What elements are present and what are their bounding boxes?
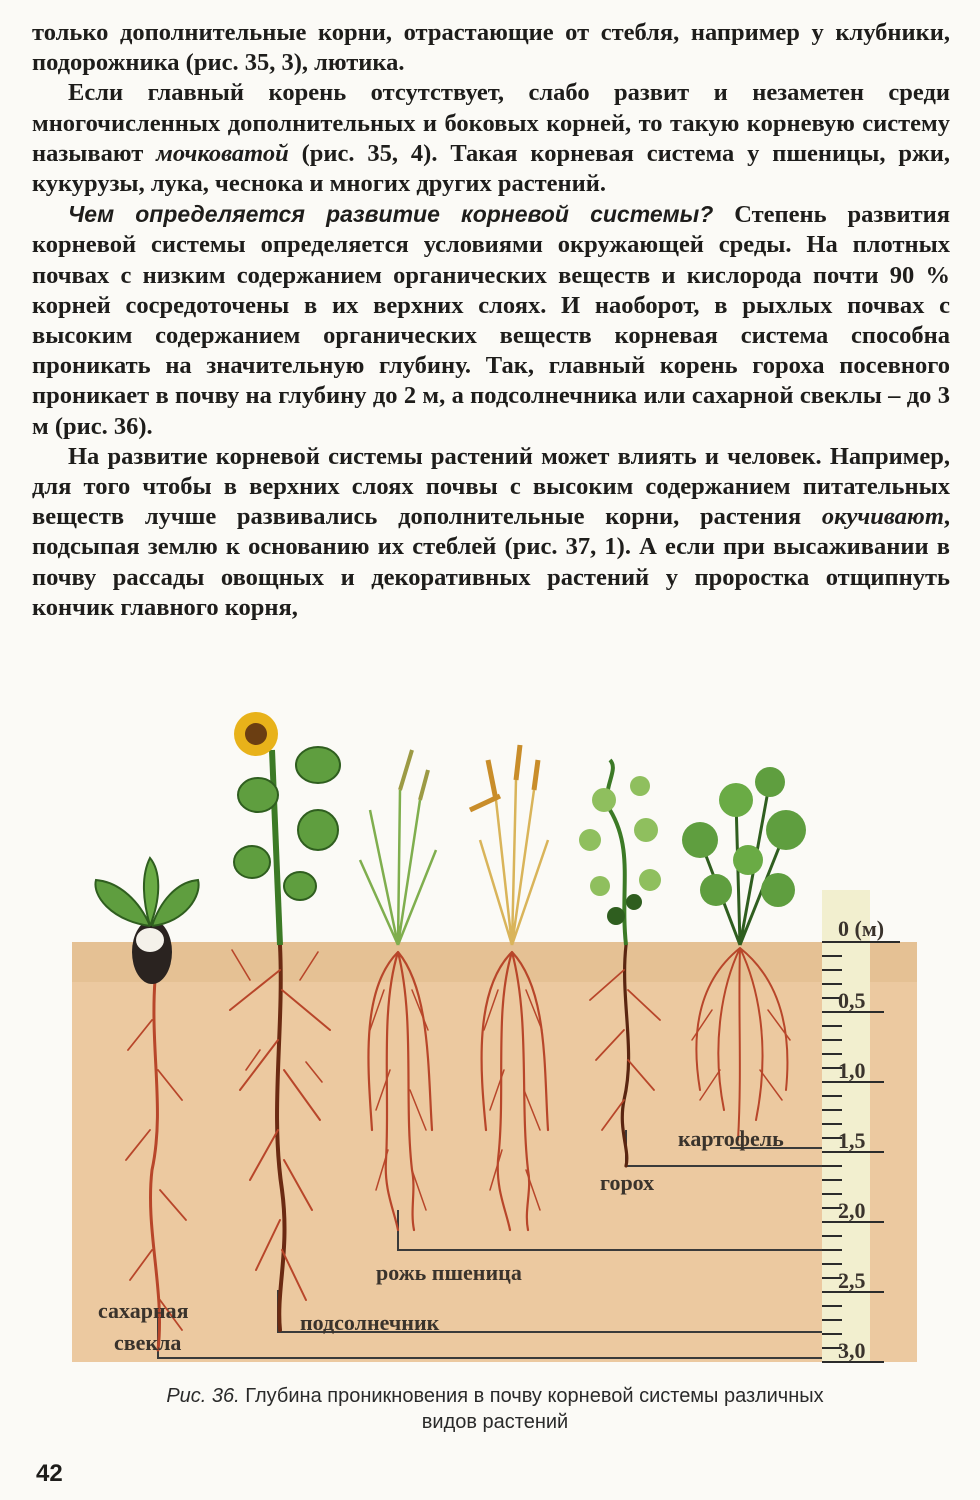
- scale-label-2-0: 2,0: [838, 1198, 866, 1223]
- section-question: Чем определяется развитие корневой системы?: [68, 201, 714, 228]
- term-mochkovatoy: мочковатой: [156, 139, 289, 167]
- scale-label-3-0: 3,0: [838, 1338, 866, 1363]
- paragraph-3-text: Степень развития корневой системы определяется условиями окружающей среды. На плотных почвах с низким содержанием органических веществ и кислорода почти 90 % корней сосредоточены в их верхних слоях. И наоборот, в рыхлых почвах с высоким содержанием органических веществ корневая система способна проникать на значительную глубину. Так, главный корень гороха посевного проникает в почву на глубину до 2 м, а подсолнечника или сахарной свеклы – до 3 м (рис. 36).: [32, 201, 950, 440]
- rye-plant: [360, 750, 436, 945]
- label-potato: картофель: [678, 1126, 784, 1151]
- scale-label-1-5: 1,5: [838, 1128, 866, 1153]
- soil-area: [72, 942, 917, 1362]
- pea-plant: [579, 760, 661, 945]
- label-sugar-beet-2: свекла: [114, 1330, 182, 1355]
- label-pea: горох: [600, 1170, 655, 1195]
- root-depth-illustration: [0, 690, 980, 1380]
- scale-label-2-5: 2,5: [838, 1268, 866, 1293]
- paragraph-2-text-b: (рис. 35, 4). Такая корневая система у пшеницы, ржи, кукурузы, лука, чеснока и многих других растений.: [32, 139, 951, 198]
- page-number: 42: [36, 1460, 63, 1487]
- term-okuchivayut: окучивают: [821, 503, 944, 531]
- scale-label-1-0: 1,0: [838, 1058, 866, 1083]
- potato-plant: [682, 767, 806, 945]
- figure-caption: [150, 1383, 840, 1435]
- paragraph-2-text-a: Если главный корень отсутствует, слабо развит и незаметен среди многочисленных дополнительных и боковых корней, то такую корневую систему называют: [32, 79, 950, 167]
- body-text: [32, 18, 950, 623]
- paragraph-4-text-a: На развитие корневой системы растений может влиять и человек. Например, для того чтобы в верхних слоях почвы с высоким содержанием питательных веществ лучше развивались дополнительные корни, растения: [32, 442, 950, 531]
- wheat-plant: [470, 745, 548, 945]
- paragraph-1-text: только дополнительные корни, отрастающие от стебля, например у клубники, подорожника (рис. 35, 3), лютика.: [32, 19, 950, 77]
- scale-label-0-5: 0,5: [838, 988, 866, 1013]
- sunflower-plant: [234, 712, 340, 945]
- label-sugar-beet-1: сахарная: [98, 1298, 189, 1323]
- paragraph-1: [32, 18, 950, 78]
- label-sunflower: подсолнечник: [300, 1310, 440, 1335]
- figure-36: [0, 690, 980, 1380]
- paragraph-3: [32, 199, 950, 442]
- caption-label: Рис. 36.: [166, 1385, 240, 1407]
- label-rye-wheat: рожь пшеница: [376, 1260, 522, 1285]
- caption-text: Глубина проникновения в почву корневой системы различных видов растений: [239, 1385, 824, 1433]
- paragraph-4: [32, 442, 950, 623]
- paragraph-2: [32, 78, 950, 199]
- paragraph-4-text-b: , подсыпая землю к основанию их стеблей (рис. 37, 1). А если при высаживании в почву рассады овощных и декоративных растений у проростка отщипнуть кончик главного корня,: [32, 503, 950, 621]
- scale-zero-label: 0 (м): [838, 916, 885, 941]
